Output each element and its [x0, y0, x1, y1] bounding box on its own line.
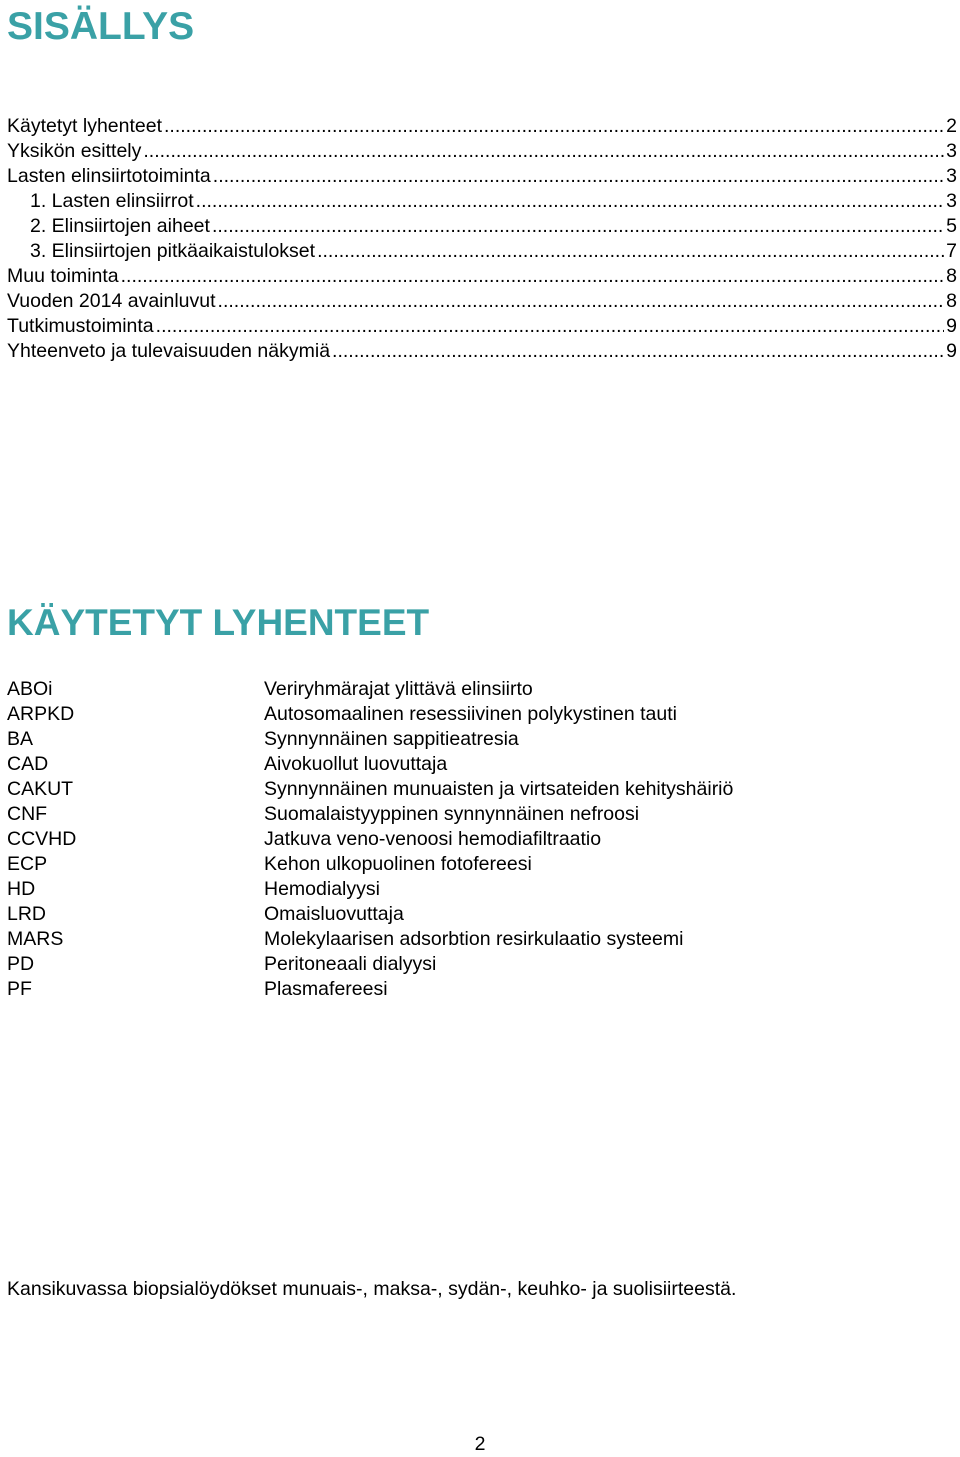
toc-entry[interactable]: [7, 139, 957, 164]
abbreviation-row: [7, 877, 947, 902]
abbreviation-row: [7, 677, 947, 702]
abbreviation-term: PD: [7, 953, 35, 975]
abbreviation-meaning: Jatkuva veno-venoosi hemodiafiltraatio: [264, 828, 602, 850]
abbreviation-row: [7, 752, 947, 777]
toc-leader-dots: [332, 339, 944, 364]
toc-entry-label: Yhteenveto ja tulevaisuuden näkymiä: [7, 340, 331, 362]
abbreviation-row: [7, 727, 947, 752]
abbreviation-meaning: Synnynnäinen munuaisten ja virtsateiden kehityshäiriö: [264, 778, 734, 800]
abbreviation-term: ABOi: [7, 678, 53, 700]
abbreviation-meaning: Peritoneaali dialyysi: [264, 953, 437, 975]
toc-entry-page: 8: [946, 265, 957, 287]
toc-leader-dots: [317, 239, 944, 264]
abbreviation-row: [7, 702, 947, 727]
abbreviation-meaning: Suomalaistyyppinen synnynnäinen nefroosi: [264, 803, 640, 825]
toc-title: SISÄLLYS: [7, 5, 195, 48]
toc-entry-label: 1. Lasten elinsiirrot: [30, 190, 194, 212]
toc-entry-page: 3: [946, 165, 957, 187]
toc-entry-label: Muu toiminta: [7, 265, 119, 287]
abbreviation-term: MARS: [7, 928, 64, 950]
toc-leader-dots: [212, 214, 944, 239]
toc-entry-label: 2. Elinsiirtojen aiheet: [30, 215, 210, 237]
abbreviation-row: [7, 852, 947, 877]
toc-entry[interactable]: [7, 189, 957, 214]
toc-entry[interactable]: [7, 339, 957, 364]
abbreviation-term: CNF: [7, 803, 48, 825]
abbreviation-meaning: Aivokuollut luovuttaja: [264, 753, 448, 775]
toc-leader-dots: [196, 189, 944, 214]
toc-leader-dots: [121, 264, 945, 289]
abbreviation-row: [7, 927, 947, 952]
toc-entry-page: 7: [946, 240, 957, 262]
abbreviation-row: [7, 827, 947, 852]
abbreviation-term: ECP: [7, 853, 48, 875]
toc-entry-page: 5: [946, 215, 957, 237]
abbreviation-row: [7, 777, 947, 802]
toc-entry-label: Tutkimustoiminta: [7, 315, 154, 337]
abbreviation-row: [7, 902, 947, 927]
toc-leader-dots: [213, 164, 944, 189]
toc-entry-page: 9: [946, 315, 957, 337]
toc-entry-label: Vuoden 2014 avainluvut: [7, 290, 216, 312]
toc-leader-dots: [164, 114, 944, 139]
toc-entry[interactable]: [7, 214, 957, 239]
abbreviations-list: [7, 677, 947, 1002]
toc-entry-label: 3. Elinsiirtojen pitkäaikaistulokset: [30, 240, 316, 262]
abbreviation-term: CCVHD: [7, 828, 77, 850]
toc-entry[interactable]: [7, 314, 957, 339]
abbreviation-meaning: Kehon ulkopuolinen fotofereesi: [264, 853, 532, 875]
abbreviation-term: PF: [7, 978, 32, 1000]
toc-entry-page: 3: [946, 190, 957, 212]
toc-entry-page: 9: [946, 340, 957, 362]
cover-image-note: Kansikuvassa biopsialöydökset munuais-, maksa-, sydän-, keuhko- ja suolisiirteestä.: [7, 1278, 737, 1300]
abbreviation-row: [7, 952, 947, 977]
abbreviation-row: [7, 977, 947, 1002]
abbreviation-meaning: Synnynnäinen sappitieatresia: [264, 728, 519, 750]
toc-entry-label: Käytetyt lyhenteet: [7, 115, 163, 137]
abbreviation-meaning: Autosomaalinen resessiivinen polykystinen tauti: [264, 703, 677, 725]
toc-entry-page: 8: [946, 290, 957, 312]
abbreviation-term: BA: [7, 728, 34, 750]
toc-leader-dots: [156, 314, 944, 339]
abbreviation-term: HD: [7, 878, 36, 900]
abbreviation-term: CAKUT: [7, 778, 74, 800]
abbreviations-title: KÄYTETYT LYHENTEET: [7, 602, 430, 643]
abbreviation-row: [7, 802, 947, 827]
abbreviation-term: CAD: [7, 753, 49, 775]
toc-entry[interactable]: [7, 239, 957, 264]
table-of-contents: [7, 114, 957, 364]
toc-leader-dots: [218, 289, 945, 314]
abbreviation-meaning: Hemodialyysi: [264, 878, 380, 900]
abbreviation-term: ARPKD: [7, 703, 75, 725]
toc-leader-dots: [143, 139, 944, 164]
toc-entry[interactable]: [7, 289, 957, 314]
abbreviation-meaning: Veriryhmärajat ylittävä elinsiirto: [264, 678, 533, 700]
abbreviation-term: LRD: [7, 903, 47, 925]
abbreviation-meaning: Plasmafereesi: [264, 978, 388, 1000]
toc-entry-label: Yksikön esittely: [7, 140, 142, 162]
toc-entry-page: 3: [946, 140, 957, 162]
toc-entry-page: 2: [946, 115, 957, 137]
abbreviation-meaning: Molekylaarisen adsorbtion resirkulaatio systeemi: [264, 928, 684, 950]
toc-entry[interactable]: [7, 264, 957, 289]
toc-entry[interactable]: [7, 164, 957, 189]
abbreviation-meaning: Omaisluovuttaja: [264, 903, 404, 925]
toc-entry-label: Lasten elinsiirtotoiminta: [7, 165, 211, 187]
page-number: 2: [474, 1433, 486, 1455]
toc-entry[interactable]: [7, 114, 957, 139]
